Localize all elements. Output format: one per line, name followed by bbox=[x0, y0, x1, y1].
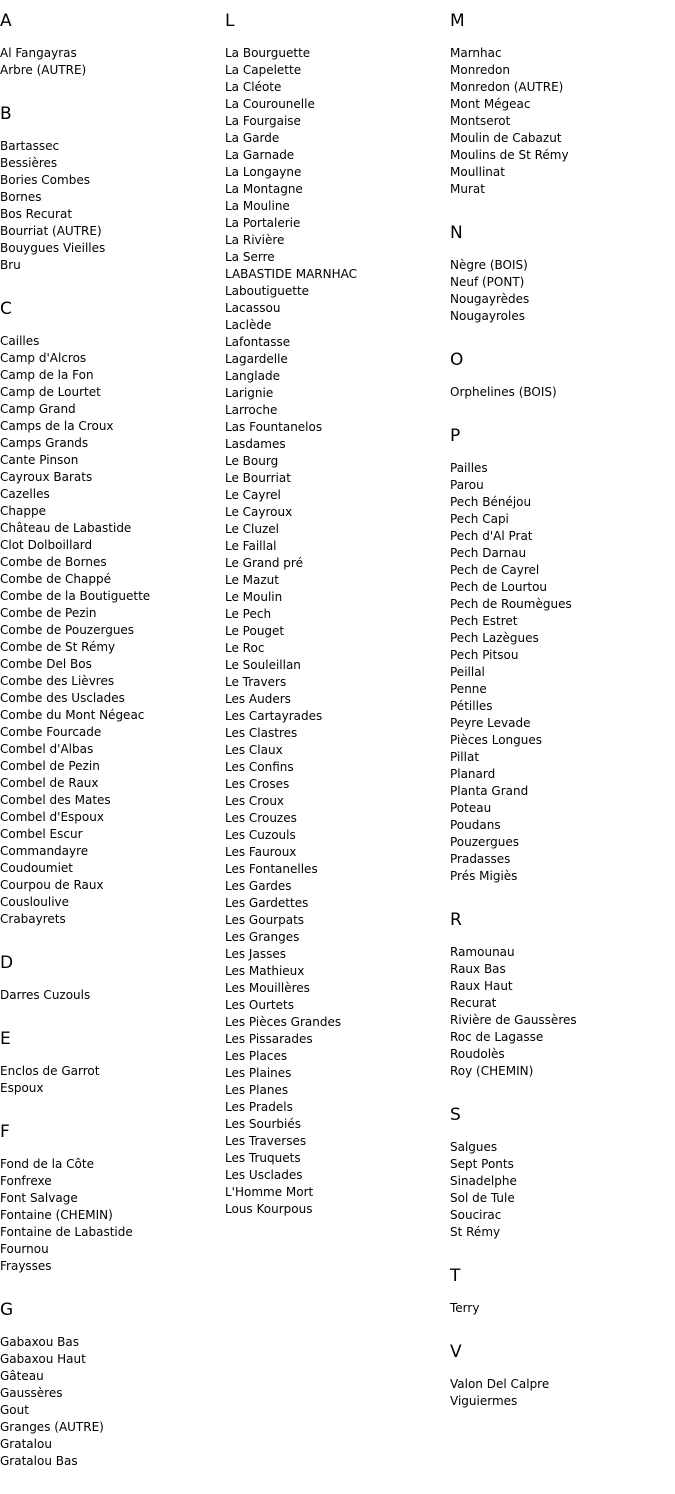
place-name-item: Recurat bbox=[450, 996, 497, 1010]
place-name-item: Les Truquets bbox=[225, 1151, 301, 1165]
place-name-item: Cousloulive bbox=[0, 895, 70, 909]
place-name-item: Combel d'Albas bbox=[0, 742, 94, 756]
place-name-item: La Cléote bbox=[225, 80, 282, 94]
place-name-item: La Rivière bbox=[225, 233, 285, 247]
place-name-item: Les Fontanelles bbox=[225, 862, 318, 876]
place-name-item: Arbre (AUTRE) bbox=[0, 63, 87, 77]
place-name-list bbox=[0, 1156, 225, 1275]
place-name-item: Les Plaines bbox=[225, 1066, 292, 1080]
place-name-item: Le Mazut bbox=[225, 573, 279, 587]
letter-group bbox=[450, 1265, 675, 1317]
place-name-item: Les Places bbox=[225, 1049, 288, 1063]
place-name-item: Camp de la Fon bbox=[0, 368, 94, 382]
place-name-item: Bartassec bbox=[0, 139, 60, 153]
section-letter-heading: S bbox=[450, 1105, 461, 1125]
place-name-list bbox=[0, 1334, 225, 1470]
place-name-item: Nègre (BOIS) bbox=[450, 258, 528, 272]
place-name-item: Courpou de Raux bbox=[0, 878, 104, 892]
place-name-item: Enclos de Garrot bbox=[0, 1064, 100, 1078]
letter-group bbox=[0, 1028, 225, 1097]
place-name-item: Le Pech bbox=[225, 607, 272, 621]
place-name-item: Moulins de St Rémy bbox=[450, 148, 569, 162]
place-name-item: Les Clastres bbox=[225, 726, 298, 740]
place-name-item: Moullinat bbox=[450, 165, 505, 179]
place-name-item: La Longayne bbox=[225, 165, 302, 179]
place-name-item: Le Faillal bbox=[225, 539, 277, 553]
place-name-item: Combel des Mates bbox=[0, 793, 111, 807]
place-name-list bbox=[450, 1376, 675, 1410]
place-name-item: Nougayrèdes bbox=[450, 292, 530, 306]
place-name-item: Lacassou bbox=[225, 301, 281, 315]
place-name-item: Fonfrexe bbox=[0, 1174, 52, 1188]
place-name-item: Coudoumiet bbox=[0, 861, 74, 875]
place-name-item: Pech Lazègues bbox=[450, 631, 539, 645]
place-name-item: Commandayre bbox=[0, 844, 89, 858]
place-name-item: Fontaine (CHEMIN) bbox=[0, 1208, 113, 1222]
section-letter-heading: B bbox=[0, 104, 12, 124]
place-name-item: Bories Combes bbox=[0, 173, 90, 187]
place-name-item: Le Cayroux bbox=[225, 505, 293, 519]
place-name-item: Crabayrets bbox=[0, 912, 66, 926]
place-name-item: Sinadelphe bbox=[450, 1174, 517, 1188]
place-name-item: Cayroux Barats bbox=[0, 470, 93, 484]
place-name-item: Sol de Tule bbox=[450, 1191, 515, 1205]
place-name-item: Prés Migiès bbox=[450, 869, 518, 883]
place-name-item: Lous Kourpous bbox=[225, 1202, 313, 1216]
place-name-item: Combe du Mont Négeac bbox=[0, 708, 145, 722]
letter-group bbox=[0, 1121, 225, 1275]
place-name-item: Gaussères bbox=[0, 1386, 63, 1400]
place-name-item: Les Croses bbox=[225, 777, 290, 791]
place-name-item: Raux Bas bbox=[450, 962, 506, 976]
index-column-3 bbox=[450, 10, 675, 1434]
place-name-item: Le Roc bbox=[225, 641, 265, 655]
place-name-item: Les Crouzes bbox=[225, 811, 297, 825]
place-name-item: Font Salvage bbox=[0, 1191, 78, 1205]
place-name-item: Chappe bbox=[0, 504, 46, 518]
place-name-item: Les Claux bbox=[225, 743, 283, 757]
letter-group bbox=[450, 1104, 675, 1241]
letter-group bbox=[0, 1299, 225, 1470]
section-letter-heading: M bbox=[450, 11, 465, 31]
place-name-item: Les Mouillères bbox=[225, 981, 310, 995]
place-name-item: Pech d'Al Prat bbox=[450, 529, 533, 543]
letter-group bbox=[450, 349, 675, 401]
place-name-item: Fontaine de Labastide bbox=[0, 1225, 133, 1239]
place-name-item: Le Bourg bbox=[225, 454, 279, 468]
place-name-item: Les Fauroux bbox=[225, 845, 297, 859]
place-name-item: Poudans bbox=[450, 818, 501, 832]
place-name-item: Combel d'Espoux bbox=[0, 810, 104, 824]
place-name-item: La Portalerie bbox=[225, 216, 301, 230]
place-name-item: Valon Del Calpre bbox=[450, 1377, 550, 1391]
place-name-item: Fournou bbox=[0, 1242, 49, 1256]
place-name-item: Gabaxou Haut bbox=[0, 1352, 86, 1366]
place-name-item: Monredon bbox=[450, 63, 510, 77]
place-name-item: Las Fountanelos bbox=[225, 420, 323, 434]
place-name-item: Ramounau bbox=[450, 945, 515, 959]
place-name-item: Les Croux bbox=[225, 794, 285, 808]
place-name-item: Pech de Cayrel bbox=[450, 563, 540, 577]
place-name-item: Pailles bbox=[450, 461, 488, 475]
place-name-item: Marnhac bbox=[450, 46, 502, 60]
index-column-2 bbox=[225, 10, 450, 1242]
place-name-item: Montserot bbox=[450, 114, 511, 128]
place-name-list bbox=[0, 333, 225, 928]
place-name-item: Murat bbox=[450, 182, 485, 196]
place-name-item: Orphelines (BOIS) bbox=[450, 385, 557, 399]
place-name-list bbox=[450, 460, 675, 885]
letter-group bbox=[450, 10, 675, 198]
place-name-item: Les Jasses bbox=[225, 947, 286, 961]
place-name-item: Gabaxou Bas bbox=[0, 1335, 79, 1349]
place-name-item: Pouzergues bbox=[450, 835, 520, 849]
place-name-list bbox=[0, 1063, 225, 1097]
place-name-item: Le Cluzel bbox=[225, 522, 280, 536]
place-name-item: Les Mathieux bbox=[225, 964, 305, 978]
section-letter-heading: L bbox=[225, 11, 235, 31]
place-name-item: Lafontasse bbox=[225, 335, 291, 349]
place-name-item: Pech Capi bbox=[450, 512, 509, 526]
place-name-item: Penne bbox=[450, 682, 487, 696]
section-letter-heading: O bbox=[450, 350, 464, 370]
place-name-item: Camps de la Croux bbox=[0, 419, 114, 433]
place-name-item: Al Fangayras bbox=[0, 46, 77, 60]
place-name-item: Le Cayrel bbox=[225, 488, 281, 502]
place-name-item: Darres Cuzouls bbox=[0, 988, 91, 1002]
place-name-list bbox=[450, 257, 675, 325]
place-name-item: Roudolès bbox=[450, 1047, 505, 1061]
place-name-item: Planta Grand bbox=[450, 784, 529, 798]
section-letter-heading: R bbox=[450, 910, 462, 930]
place-name-list bbox=[0, 987, 225, 1004]
place-name-item: LABASTIDE MARNHAC bbox=[225, 267, 358, 281]
place-name-item: Laboutiguette bbox=[225, 284, 310, 298]
place-name-item: Pétilles bbox=[450, 699, 493, 713]
place-name-item: Rivière de Gaussères bbox=[450, 1013, 577, 1027]
place-name-item: Planard bbox=[450, 767, 496, 781]
place-name-item: Pech de Lourtou bbox=[450, 580, 548, 594]
place-name-item: Granges (AUTRE) bbox=[0, 1420, 104, 1434]
place-name-item: Monredon (AUTRE) bbox=[450, 80, 564, 94]
place-name-item: Soucirac bbox=[450, 1208, 502, 1222]
section-letter-heading: A bbox=[0, 11, 12, 31]
place-name-item: Combe de Chappé bbox=[0, 572, 111, 586]
place-name-item: Bos Recurat bbox=[0, 207, 73, 221]
place-name-item: Combel de Raux bbox=[0, 776, 99, 790]
place-name-item: Pech Darnau bbox=[450, 546, 527, 560]
place-name-item: Le Grand pré bbox=[225, 556, 303, 570]
place-name-item: Viguiermes bbox=[450, 1394, 518, 1408]
place-name-item: Combe de la Boutiguette bbox=[0, 589, 151, 603]
place-name-item: Lagardelle bbox=[225, 352, 288, 366]
place-name-item: Neuf (PONT) bbox=[450, 275, 525, 289]
section-letter-heading: D bbox=[0, 953, 14, 973]
place-name-item: Bornes bbox=[0, 190, 42, 204]
place-name-item: Larignie bbox=[225, 386, 274, 400]
place-name-item: Pillat bbox=[450, 750, 480, 764]
place-name-list bbox=[225, 45, 450, 1218]
index-column-1 bbox=[0, 10, 225, 1494]
place-name-item: Château de Labastide bbox=[0, 521, 132, 535]
place-name-item: Roy (CHEMIN) bbox=[450, 1064, 534, 1078]
place-name-item: St Rémy bbox=[450, 1225, 501, 1239]
place-name-list bbox=[450, 384, 675, 401]
place-name-item: Les Gardettes bbox=[225, 896, 309, 910]
place-name-item: La Fourgaise bbox=[225, 114, 301, 128]
place-name-item: Larroche bbox=[225, 403, 278, 417]
place-name-item: Camp d'Alcros bbox=[0, 351, 87, 365]
section-letter-heading: E bbox=[0, 1029, 11, 1049]
place-name-item: Langlade bbox=[225, 369, 280, 383]
place-name-item: L'Homme Mort bbox=[225, 1185, 314, 1199]
place-name-item: Terry bbox=[450, 1301, 480, 1315]
letter-group bbox=[225, 10, 450, 1218]
place-name-item: Moulin de Cabazut bbox=[450, 131, 562, 145]
place-name-item: Combe des Lièvres bbox=[0, 674, 115, 688]
place-name-item: Poteau bbox=[450, 801, 492, 815]
letter-group bbox=[450, 909, 675, 1080]
place-name-item: La Courounelle bbox=[225, 97, 315, 111]
place-name-item: Parou bbox=[450, 478, 484, 492]
place-name-item: Nougayroles bbox=[450, 309, 525, 323]
place-name-item: Les Pradels bbox=[225, 1100, 293, 1114]
section-letter-heading: C bbox=[0, 299, 12, 319]
place-name-item: Camp de Lourtet bbox=[0, 385, 101, 399]
place-name-item: Sept Ponts bbox=[450, 1157, 514, 1171]
place-name-item: Combe de St Rémy bbox=[0, 640, 116, 654]
letter-group bbox=[450, 425, 675, 885]
section-letter-heading: G bbox=[0, 1300, 14, 1320]
place-name-item: Les Confins bbox=[225, 760, 294, 774]
place-name-item: Gratalou bbox=[0, 1437, 52, 1451]
place-name-item: La Capelette bbox=[225, 63, 302, 77]
place-name-item: Camps Grands bbox=[0, 436, 89, 450]
place-name-item: Gout bbox=[0, 1403, 29, 1417]
section-letter-heading: V bbox=[450, 1342, 462, 1362]
place-name-list bbox=[450, 45, 675, 198]
place-name-item: Les Ourtets bbox=[225, 998, 294, 1012]
place-name-list bbox=[450, 1139, 675, 1241]
place-name-item: Le Souleillan bbox=[225, 658, 301, 672]
place-name-item: La Mouline bbox=[225, 199, 290, 213]
letter-group bbox=[0, 103, 225, 274]
place-name-item: Peillal bbox=[450, 665, 485, 679]
place-name-item: Les Granges bbox=[225, 930, 300, 944]
place-name-item: Le Pouget bbox=[225, 624, 285, 638]
place-name-item: Bouygues Vieilles bbox=[0, 241, 106, 255]
place-name-item: Peyre Levade bbox=[450, 716, 531, 730]
place-name-item: La Garnade bbox=[225, 148, 295, 162]
place-name-item: Mont Mégeac bbox=[450, 97, 531, 111]
place-name-item: Les Gardes bbox=[225, 879, 292, 893]
place-name-item: Roc de Lagasse bbox=[450, 1030, 544, 1044]
place-name-item: Camp Grand bbox=[0, 402, 76, 416]
place-name-item: Les Sourbiés bbox=[225, 1117, 302, 1131]
place-name-list bbox=[0, 138, 225, 274]
place-name-item: Combel Escur bbox=[0, 827, 83, 841]
letter-group bbox=[0, 10, 225, 79]
place-name-item: Bourriat (AUTRE) bbox=[0, 224, 102, 238]
place-name-item: Combe de Bornes bbox=[0, 555, 107, 569]
place-name-item: Les Auders bbox=[225, 692, 291, 706]
place-name-item: Combe Fourcade bbox=[0, 725, 102, 739]
letter-group bbox=[0, 298, 225, 928]
place-name-item: Gratalou Bas bbox=[0, 1454, 78, 1468]
place-name-item: Salgues bbox=[450, 1140, 498, 1154]
place-name-item: Les Cartayrades bbox=[225, 709, 323, 723]
place-name-item: La Bourguette bbox=[225, 46, 311, 60]
place-name-item: Combel de Pezin bbox=[0, 759, 100, 773]
letter-group bbox=[450, 222, 675, 325]
place-name-item: Pièces Longues bbox=[450, 733, 543, 747]
place-name-item: Cailles bbox=[0, 334, 40, 348]
place-name-item: Cante Pinson bbox=[0, 453, 79, 467]
letter-group bbox=[0, 952, 225, 1004]
place-name-item: Les Gourpats bbox=[225, 913, 305, 927]
place-name-item: Combe de Pouzergues bbox=[0, 623, 135, 637]
place-name-item: Pradasses bbox=[450, 852, 511, 866]
place-name-item: Le Bourriat bbox=[225, 471, 291, 485]
place-name-item: Les Pissarades bbox=[225, 1032, 313, 1046]
place-name-item: Combe Del Bos bbox=[0, 657, 92, 671]
place-name-item: Pech de Roumègues bbox=[450, 597, 572, 611]
place-name-item: Les Traverses bbox=[225, 1134, 307, 1148]
place-name-item: La Serre bbox=[225, 250, 275, 264]
place-name-list bbox=[450, 944, 675, 1080]
place-name-item: Pech Pitsou bbox=[450, 648, 519, 662]
section-letter-heading: N bbox=[450, 223, 463, 243]
place-name-item: Bru bbox=[0, 258, 21, 272]
section-letter-heading: F bbox=[0, 1122, 10, 1142]
place-name-item: Pech Estret bbox=[450, 614, 518, 628]
place-name-item: Combe des Usclades bbox=[0, 691, 125, 705]
place-name-item: Combe de Pezin bbox=[0, 606, 97, 620]
place-name-item: Raux Haut bbox=[450, 979, 513, 993]
place-name-item: Espoux bbox=[0, 1081, 44, 1095]
section-letter-heading: T bbox=[450, 1266, 461, 1286]
place-name-item: Le Moulin bbox=[225, 590, 283, 604]
place-name-list bbox=[0, 45, 225, 79]
place-name-item: Les Usclades bbox=[225, 1168, 303, 1182]
section-letter-heading: P bbox=[450, 426, 461, 446]
letter-group bbox=[450, 1341, 675, 1410]
place-name-item: Fond de la Côte bbox=[0, 1157, 94, 1171]
place-name-item: Cazelles bbox=[0, 487, 50, 501]
place-name-item: Fraysses bbox=[0, 1259, 52, 1273]
place-name-item: Gâteau bbox=[0, 1369, 44, 1383]
place-name-item: Le Travers bbox=[225, 675, 287, 689]
place-name-item: Pech Bénéjou bbox=[450, 495, 532, 509]
place-name-item: La Garde bbox=[225, 131, 280, 145]
place-name-item: Les Cuzouls bbox=[225, 828, 296, 842]
place-name-item: La Montagne bbox=[225, 182, 303, 196]
place-name-item: Les Pièces Grandes bbox=[225, 1015, 342, 1029]
place-name-item: Lasdames bbox=[225, 437, 286, 451]
place-name-item: Laclède bbox=[225, 318, 272, 332]
place-name-list bbox=[450, 1300, 675, 1317]
place-name-item: Bessières bbox=[0, 156, 58, 170]
place-name-item: Les Planes bbox=[225, 1083, 289, 1097]
place-name-item: Clot Dolboillard bbox=[0, 538, 93, 552]
